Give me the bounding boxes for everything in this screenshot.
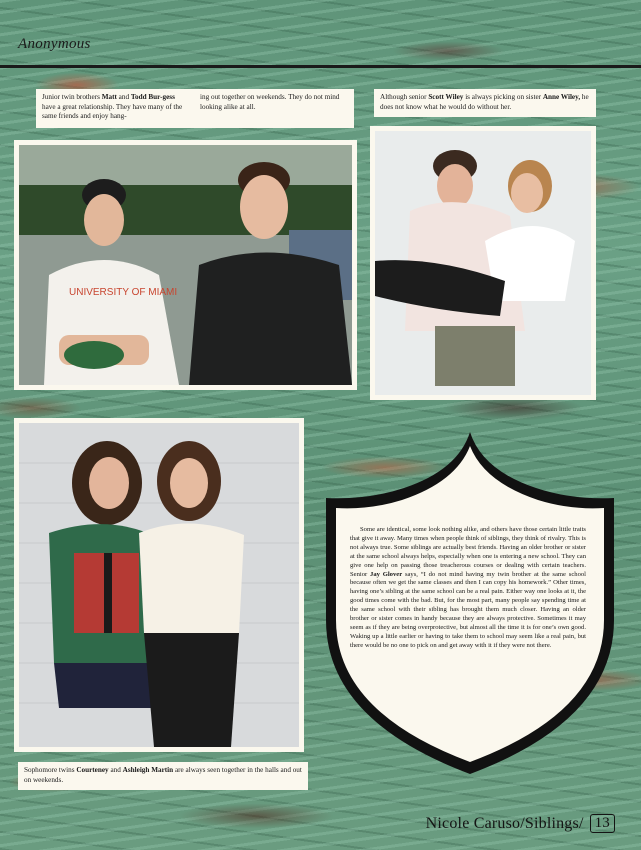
header-rule [0, 65, 641, 68]
page-footer [426, 814, 615, 833]
photo-twin-brothers [14, 140, 357, 390]
caption-scott-anne: Although senior Scott Wiley is always picking on sister Anne Wiley, he does not know what he would do without her. [374, 89, 596, 117]
shield-body-text: Some are identical, some look nothing alike, and others have those certain little traits that give it away. Many times when people think of siblings, they think of rivalry. This is not always true. Some siblings are actually best friends. Having an older brother or sister at the same school always helps, especially when one is entering a new school. They can give one help on passing those treacherous courses or dealing with certain teachers. Senior Jay Glover says, “I do not mind having my twin brother at the same school because often we get the same classes and then I can copy his homework.” Other times, having one’s sibling at the same school can be a real pain. Either way one looks at it, the good times come with the bad. But, for the most part, many people say spending time at the same school with their sibling has brought them much closer. Having an older brother or sister comes in handy because they are always protective. Sometimes it may seem as if they are being overprotective, but almost all the time it is for one’s own good. Waking up a little earlier or having to take them to school may seem like a real pain, but there would be no one to pick on and get away with it if they were not there. [350, 526, 587, 649]
footer-credit: Nicole Caruso/Siblings/ [425, 814, 584, 832]
photo-martin-twins [14, 418, 304, 752]
shirt-text: UNIVERSITY OF MIAMI [69, 287, 178, 298]
twin-brothers-image [19, 145, 352, 385]
page-number: 13 [590, 814, 615, 833]
shield-text-box [322, 430, 618, 776]
martin-twins-image [19, 423, 299, 747]
photo-scott-anne [370, 126, 596, 400]
caption-martin-twins: Sophomore twins Courteney and Ashleigh Martin are always seen together in the halls and out on weekends. [18, 762, 308, 790]
section-label: Anonymous [18, 36, 91, 52]
caption-twin-brothers: Junior twin brothers Matt and Todd Bur-gess have a great relationship. They have many of the same friends and enjoy hang- ing out together on weekends. They do not mind looking alike at all. [36, 89, 354, 128]
scott-anne-image [375, 131, 591, 395]
